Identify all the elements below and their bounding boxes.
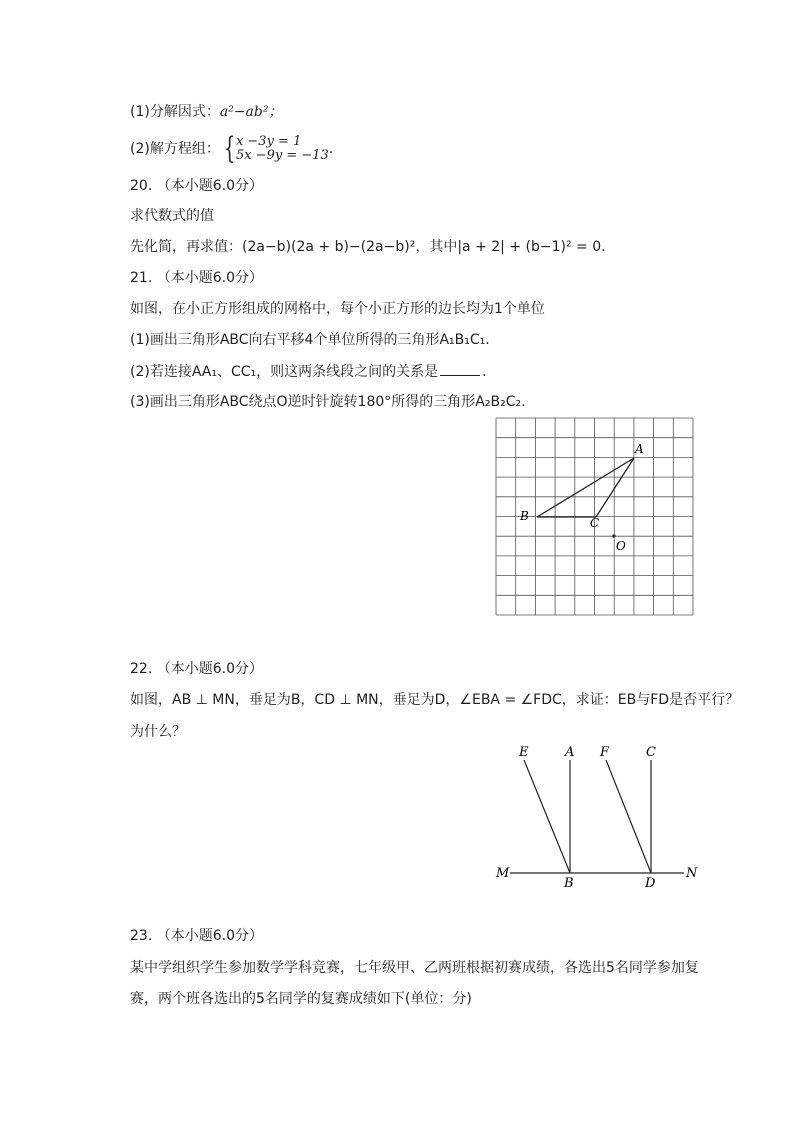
q21-intro: 如图，在小正方形组成的网格中，每个小正方形的边长均为1个单位 [130,301,545,317]
q19-part1-label: (1)分解因式： [130,104,220,120]
q20-subtitle: 求代数式的值 [130,208,214,224]
q22-figure [490,740,700,890]
equation-2: 5x −9y = −13 [235,148,329,163]
line-eb [524,760,570,873]
equation-1: x −3y = 1 [235,134,302,149]
label-c2: C [646,745,656,760]
system-brace: { [223,131,236,166]
label-d: D [645,876,656,890]
q23-text-1: 某中学组织学生参加数学学科竞赛，七年级甲、乙两班根据初赛成绩，各选出5名同学参加复 [130,960,699,976]
q21-grid-figure [494,416,698,620]
label-b2: B [564,876,574,890]
q23-text-2: 赛，两个班各选出的5名同学的复赛成绩如下(单位：分) [130,991,472,1007]
q19-part1-expression: a²−ab²； [219,104,283,120]
q19-part2-label: (2)解方程组： [130,141,220,157]
line-fd [606,760,651,873]
segment-ab [537,458,634,517]
q19-part2 [130,132,333,166]
label-m: M [496,866,510,881]
q19-part1 [130,102,282,122]
label-b: B [520,509,529,523]
q23-header: 23. （本小题6.0分） [130,928,263,944]
label-a: A [635,442,644,456]
q22-header: 22. （本小题6.0分） [130,661,263,677]
q20-header: 20. （本小题6.0分） [130,178,263,194]
segment-ca [596,458,634,517]
q20-text: 先化简，再求值：(2a−b)(2a + b)−(2a−b)²，其中|a + 2| + (b−1)² = 0． [130,239,616,255]
q21-header: 21. （本小题6.0分） [130,270,263,286]
label-e: E [519,745,529,760]
q21-part2-end: . [482,364,487,380]
q19-part2-end: . [328,141,334,157]
label-o: O [616,539,626,553]
q21-part2-text: (2)若连接AA₁、CC₁，则这两条线段之间的关系是 [130,364,439,380]
label-a2: A [565,745,575,760]
triangle-abc [537,458,634,517]
label-f: F [600,745,610,760]
q21-part3: (3)画出三角形ABC绕点O逆时针旋转180°所得的三角形A₂B₂C₂. [130,394,526,410]
equation-system [236,135,329,163]
q21-part1: (1)画出三角形ABC向右平移4个单位所得的三角形A₁B₁C₁. [130,332,490,348]
q22-text-2: 为什么？ [130,724,186,740]
q21-part2 [130,361,487,382]
point-o [612,534,615,537]
label-c: C [590,516,600,530]
label-n: N [686,866,698,881]
q22-text-1: 如图，AB ⊥ MN，垂足为B，CD ⊥ MN，垂足为D，∠EBA = ∠FDC，求证：EB与FD是否平行？ [130,692,740,708]
answer-blank[interactable] [440,361,480,376]
